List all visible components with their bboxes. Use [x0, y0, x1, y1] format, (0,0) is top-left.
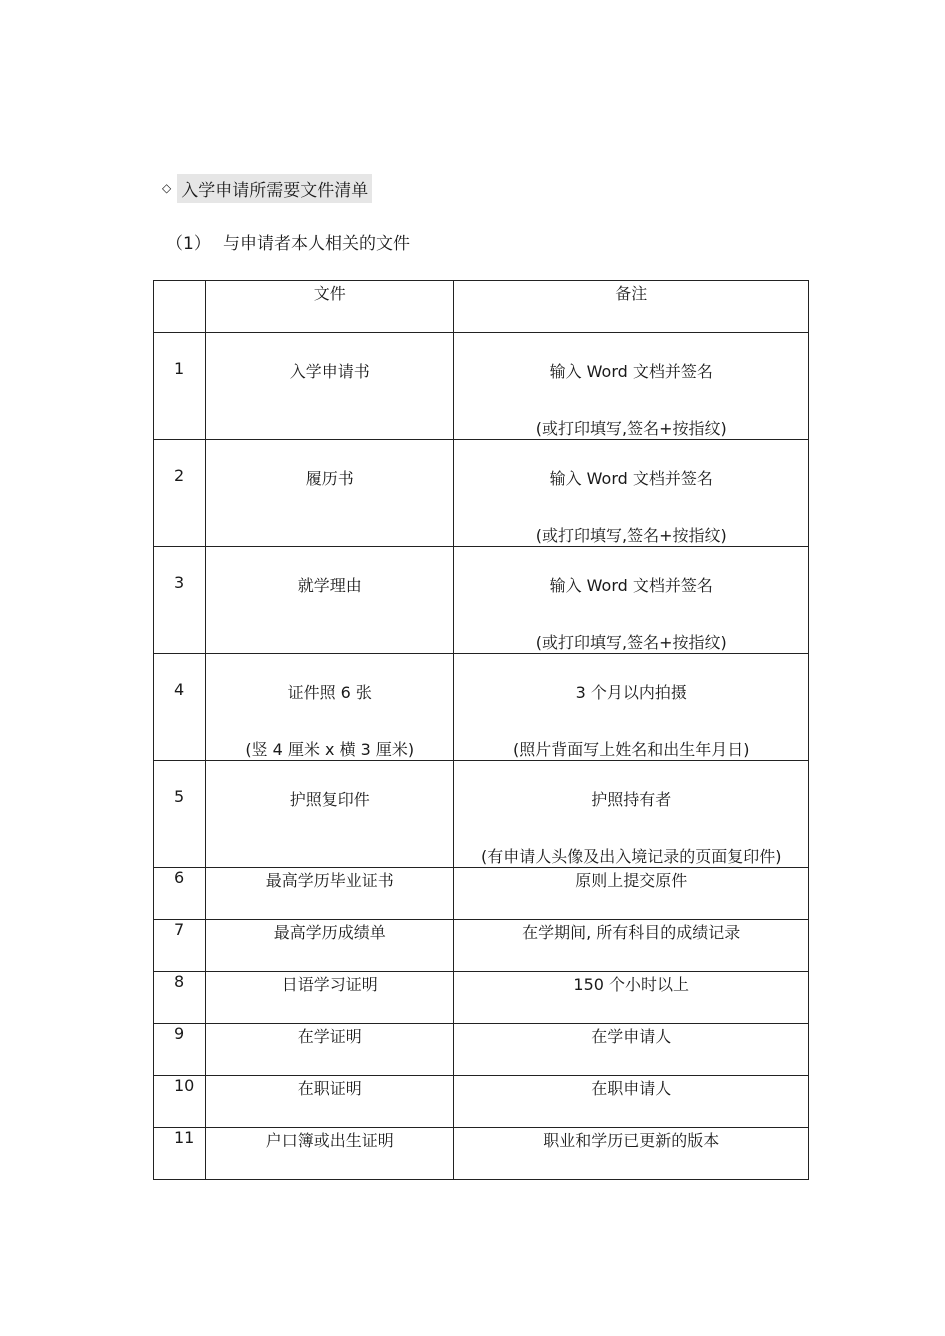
row-number: 6 — [174, 868, 185, 887]
row-number: 9 — [174, 1024, 185, 1043]
doc-name: 在职证明 — [297, 1079, 362, 1098]
table-row — [154, 1128, 809, 1180]
doc-name: 入学申请书 — [289, 362, 370, 381]
subsection-title: 与申请者本人相关的文件 — [223, 234, 410, 254]
table-row — [154, 868, 809, 920]
note-text: 护照持有者 — [591, 790, 672, 809]
note-subtext: (有申请人头像及出入境记录的页面复印件) — [480, 847, 782, 866]
doc-name: 证件照 6 张 — [287, 683, 372, 702]
header-note-label: 备注 — [615, 284, 648, 303]
note-text: 输入 Word 文档并签名 — [549, 576, 713, 595]
note-text: 输入 Word 文档并签名 — [549, 362, 713, 381]
table-row — [154, 1076, 809, 1128]
note-subtext: (照片背面写上姓名和出生年月日) — [512, 740, 750, 759]
note-text: 在职申请人 — [591, 1079, 672, 1098]
note-text: 在学申请人 — [591, 1027, 672, 1046]
header-doc-label: 文件 — [313, 284, 346, 303]
table-row — [154, 761, 809, 868]
header-note-cell — [454, 281, 809, 333]
note-text: 150 个小时以上 — [573, 975, 690, 994]
row-number: 4 — [174, 680, 185, 699]
table-row — [154, 440, 809, 547]
doc-name: 最高学历毕业证书 — [265, 871, 394, 890]
row-number: 5 — [174, 787, 185, 806]
document-checklist-table — [153, 280, 809, 1180]
section-title: 入学申请所需要文件清单 — [177, 174, 372, 203]
subsection-heading — [166, 229, 410, 254]
note-subtext: (或打印填写,签名+按指纹) — [535, 526, 727, 545]
note-text: 职业和学历已更新的版本 — [543, 1131, 720, 1150]
doc-name: 户口簿或出生证明 — [265, 1131, 394, 1150]
row-number: 10 — [174, 1076, 195, 1095]
row-number: 1 — [174, 359, 185, 378]
doc-name: 护照复印件 — [289, 790, 370, 809]
header-num-cell — [154, 281, 206, 333]
doc-name: 履历书 — [305, 469, 354, 488]
row-number: 2 — [174, 466, 185, 485]
table-row — [154, 920, 809, 972]
note-subtext: (或打印填写,签名+按指纹) — [535, 633, 727, 652]
diamond-bullet-icon: ◇ — [162, 181, 172, 195]
table-row — [154, 654, 809, 761]
table-row — [154, 972, 809, 1024]
note-subtext: (或打印填写,签名+按指纹) — [535, 419, 727, 438]
doc-name: 最高学历成绩单 — [273, 923, 386, 942]
subsection-number: （1） — [166, 234, 211, 254]
note-text: 3 个月以内拍摄 — [575, 683, 687, 702]
doc-name: 日语学习证明 — [281, 975, 378, 994]
table-row — [154, 333, 809, 440]
row-number: 8 — [174, 972, 185, 991]
doc-subtext: (竖 4 厘米 x 横 3 厘米) — [245, 740, 415, 759]
row-number: 11 — [174, 1128, 195, 1147]
row-number: 7 — [174, 920, 185, 939]
doc-name: 就学理由 — [297, 576, 362, 595]
note-text: 原则上提交原件 — [575, 871, 688, 890]
table-row — [154, 547, 809, 654]
row-number: 3 — [174, 573, 185, 592]
table-row — [154, 1024, 809, 1076]
section-heading — [162, 174, 372, 202]
doc-name: 在学证明 — [297, 1027, 362, 1046]
table-header-row — [154, 281, 809, 333]
header-doc-cell — [206, 281, 454, 333]
note-text: 输入 Word 文档并签名 — [549, 469, 713, 488]
note-text: 在学期间, 所有科目的成绩记录 — [522, 923, 741, 942]
